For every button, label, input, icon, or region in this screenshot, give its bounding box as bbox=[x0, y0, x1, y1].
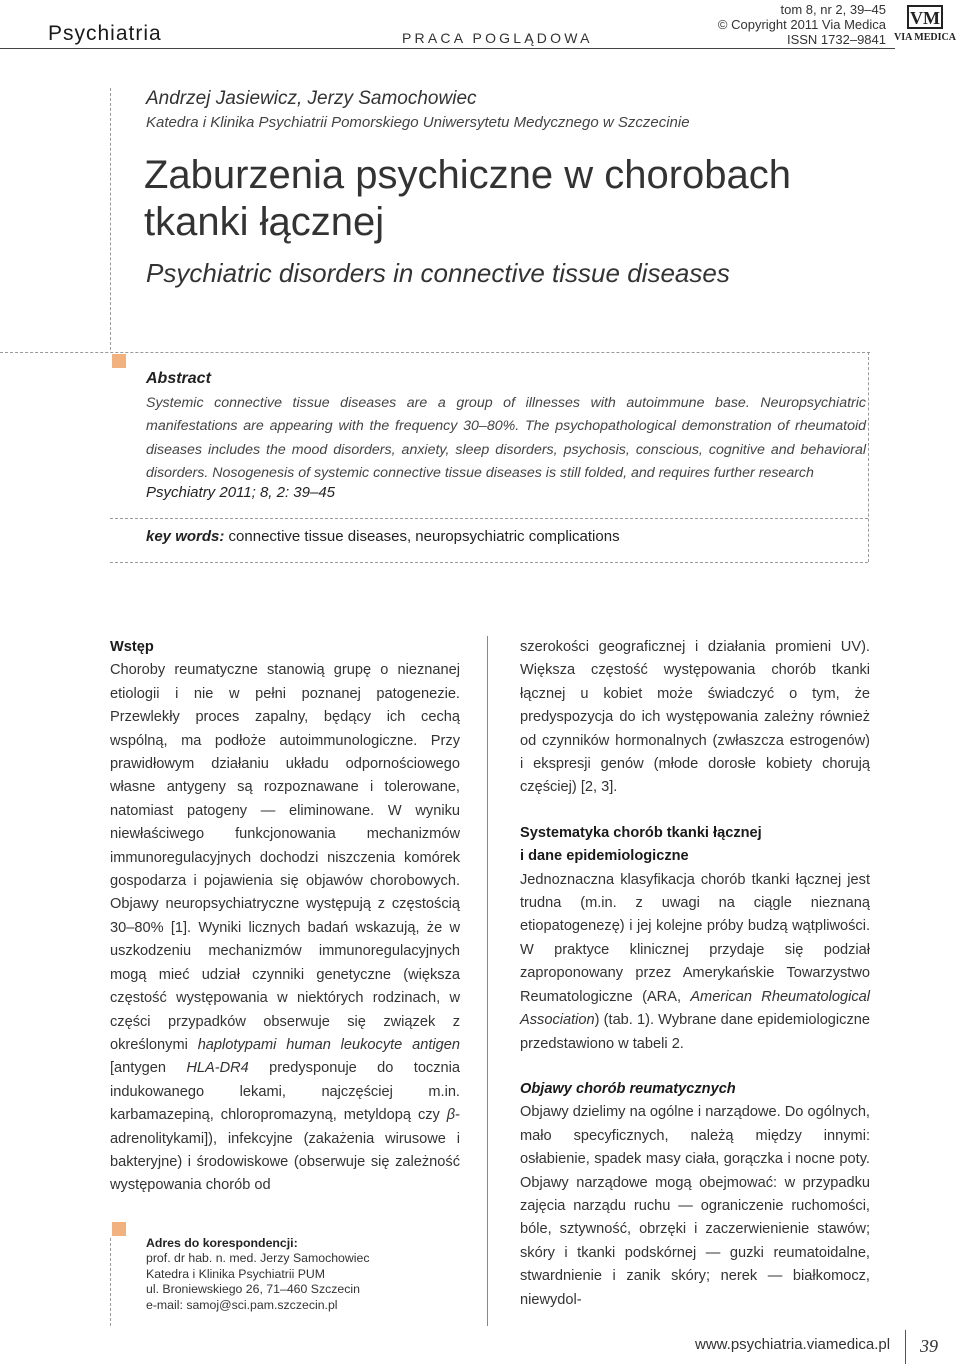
page-number: 39 bbox=[920, 1336, 938, 1356]
issn: ISSN 1732–9841 bbox=[786, 32, 886, 47]
journal-name: Psychiatria bbox=[48, 22, 162, 45]
column-divider bbox=[487, 636, 488, 1326]
affiliation: Katedra i Klinika Psychiatrii Pomorskiego Uniwersytetu Medycznego w Szczecinie bbox=[146, 114, 690, 131]
frame-line-horizontal-abstract-top bbox=[0, 352, 870, 353]
title-polish-line2: tkanki łącznej bbox=[144, 200, 385, 244]
correspondence-line2: Katedra i Klinika Psychiatrii PUM bbox=[146, 1266, 326, 1281]
intro-paragraph bbox=[110, 659, 460, 1197]
title-english: Psychiatric disorders in connective tissue diseases bbox=[146, 258, 730, 288]
logo-text: VIA MEDICA bbox=[894, 32, 956, 43]
volume-info: tom 8, nr 2, 39–45 bbox=[780, 2, 886, 17]
citation: Psychiatry 2011; 8, 2: 39–45 bbox=[146, 484, 336, 501]
abstract-heading: Abstract bbox=[146, 370, 211, 387]
symptoms-paragraph: Objawy dzielimy na ogólne i narządowe. Do ogólnych, mało specyficznych, należą między innymi: osłabienie, spadek masy ciała, gorączka i nocne poty. Objawy narządowe mogą obejmować: w przypadku zajęcia narządu ruchu — ograniczenie ruchomości, bóle, sztywność, obrzęki i zaczerwienienie stawów; skóry i tkanki podskórnej — guzki reumatoidalne, stwardnienie i zanik skóry; nerek — białkomocz, niewydol- bbox=[520, 1104, 870, 1308]
correspondence-line3: ul. Broniewskiego 26, 71–460 Szczecin bbox=[146, 1282, 360, 1297]
intro-italic-3: β bbox=[446, 1107, 456, 1124]
footer-url: www.psychiatria.viamedica.pl bbox=[695, 1336, 891, 1353]
copyright: © Copyright 2011 Via Medica bbox=[717, 17, 886, 32]
intro-text-3: predysponuje do tocznia indukowanego lekami, najczęściej m.in. karbamazepiną, chloropromazyną, metyldopą czy bbox=[110, 1060, 461, 1124]
abstract-marker bbox=[112, 354, 126, 368]
right-column bbox=[520, 636, 870, 1312]
abstract-text: Systemic connective tissue diseases are a group of illnesses with autoimmune base. Neuropsychiatric manifestations are appearing with the frequency 30–80%. The psychopathological demonstration of rheumatoid diseases includes the mood disorders, anxiety, sleep disorders, psychosis, conscious, cognitive and behavioral disorders. Nosogenesis of systemic connective tissue diseases is still folded, and requires further research bbox=[146, 395, 866, 482]
intro-italic-2: HLA-DR4 bbox=[186, 1060, 249, 1077]
frame-line-horizontal-keywords-top bbox=[110, 518, 868, 519]
continued-paragraph: szerokości geograficznej i działania promieni UV). Większa częstość występowania chorób tkanki łącznej u kobiet może świadczyć o tym, że predyspozycja do ich występowania zależny również od czynników hormonalnych (zwłaszcza estrogenów) i ekspresji genów (młode dorosłe kobiety chorują częściej) [2, 3]. bbox=[520, 639, 870, 796]
frame-line-vertical-right bbox=[868, 352, 869, 562]
logo-mark: VM bbox=[910, 8, 940, 28]
authors: Andrzej Jasiewicz, Jerzy Samochowiec bbox=[146, 88, 477, 109]
section-heading-systematics bbox=[520, 822, 870, 869]
frame-line-vertical-corr bbox=[110, 1238, 111, 1326]
section-heading-intro: Wstęp bbox=[110, 639, 154, 655]
intro-italic-1: haplotypami human leukocyte antigen bbox=[197, 1036, 460, 1053]
systematics-text-1: Jednoznaczna klasyfikacja chorób tkanki łącznej jest trudna (m.in. z uwagi na ciągle nieznaną etiopatogenezę) i jej kolejne próby budzą wątpliwości. W praktyce klinicznej przydaje się podział zaproponowany przez Amerykańskie Towarzystwo Reumatologiczne (ARA, bbox=[520, 871, 870, 1005]
systematics-paragraph bbox=[520, 869, 870, 1056]
keywords-list: connective tissue diseases, neuropsychiatric complications bbox=[224, 528, 620, 545]
systematics-text-2: ) (tab. 1). Wybrane dane epidemiologiczne przedstawiono w tabeli 2. bbox=[520, 1012, 870, 1052]
intro-text-2: [antygen bbox=[110, 1060, 187, 1077]
footer-rule bbox=[905, 1330, 906, 1364]
title-polish bbox=[144, 152, 791, 246]
article-type: PRACA POGLĄDOWA bbox=[402, 30, 593, 46]
intro-text-1: Choroby reumatyczne stanowią grupę o nieznanej etiologii i nie w pełni poznanej patogenezie. Przewlekły proces zapalny, będący ich cechą wspólną, ma podłoże autoimmunologiczne. Przy prawidłowym działaniu układu odpornościowego własne antygeny są rozpoznawane i tolerowane, natomiast patogeny — eliminowane. W wyniku niewłaściwego funkcjonowania mechanizmów immunoregulacyjnych dochodzi niszczenia komórek gospodarza i pojawienia się objawów chorobowych. Objawy neuropsychiatryczne występują z częstością 30–80% [1]. Wyniki licznych badań wskazują, że w uszkodzeniu mechanizmów immunoregulacyjnych mogą mieć udział czynniki genetyczne (większa częstość występowania w niektórych rodzinach, w części przypadków obserwuje się związek z określonymi bbox=[110, 662, 460, 1053]
systematics-italic: American Rheumatological Association bbox=[520, 988, 870, 1029]
left-column bbox=[110, 636, 460, 1198]
correspondence bbox=[146, 1236, 370, 1313]
masthead bbox=[718, 2, 886, 47]
frame-line-vertical-top bbox=[110, 88, 111, 350]
correspondence-line1: prof. dr hab. n. med. Jerzy Samochowiec bbox=[146, 1251, 370, 1266]
keywords-label: key words: bbox=[146, 528, 225, 545]
section-heading-systematics-line2: i dane epidemiologiczne bbox=[520, 848, 689, 865]
intro-text-4: -adrenolitykami]), infekcyjne (zakażenia wirusowe i bakteryjne) i środowiskowe (obserwuje się zależność występowania chorób od bbox=[110, 1107, 460, 1194]
header-rule bbox=[0, 48, 895, 49]
frame-line-horizontal-keywords-bottom bbox=[110, 562, 868, 563]
section-heading-systematics-line1: Systematyka chorób tkanki łącznej bbox=[520, 824, 762, 841]
section-heading-symptoms: Objawy chorób reumatycznych bbox=[520, 1080, 736, 1097]
title-polish-line1: Zaburzenia psychiczne w chorobach bbox=[144, 153, 792, 197]
correspondence-marker bbox=[112, 1222, 126, 1236]
correspondence-heading: Adres do korespondencji: bbox=[146, 1236, 298, 1250]
correspondence-email: e-mail: samoj@sci.pam.szczecin.pl bbox=[146, 1297, 338, 1312]
via-medica-logo bbox=[894, 4, 956, 44]
keywords bbox=[146, 528, 620, 545]
